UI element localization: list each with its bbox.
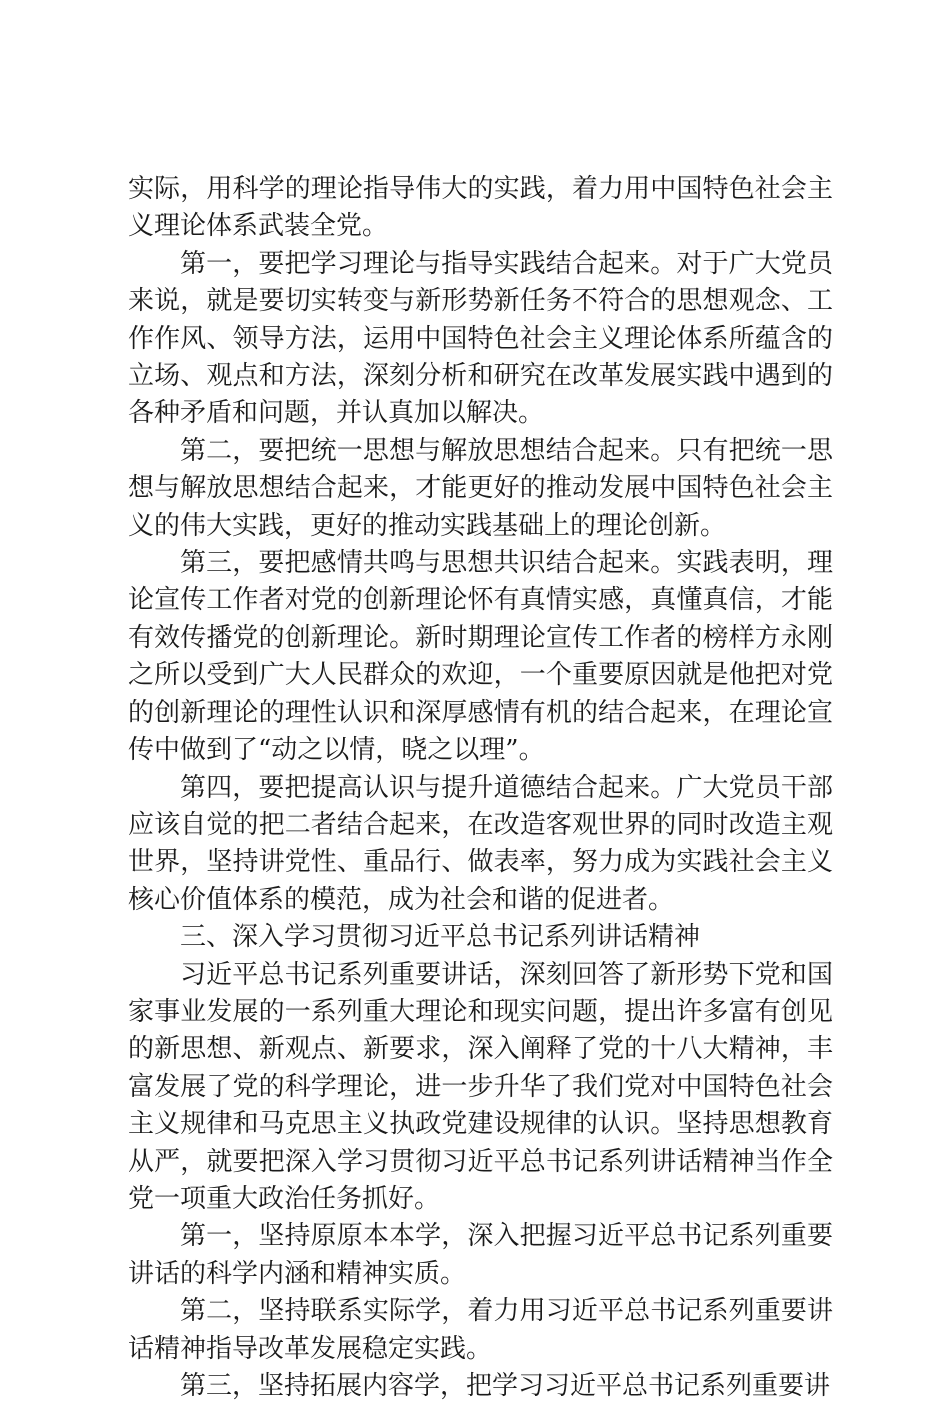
paragraph-third-point: 第三，要把感情共鸣与思想共识结合起来。实践表明，理论宣传工作者对党的创新理论怀有真情实感，真懂真信，才能有效传播党的创新理论。新时期理论宣传工作者的榜样方永刚之所以受到广大人民群众的欢迎，一个重要原因就是他把对党的创新理论的理性认识和深厚感情有机的结合起来，在理论宣传中做到了“动之以情，晓之以理”。 bbox=[128, 548, 833, 766]
paragraph-study-second: 第二，坚持联系实际学，着力用习近平总书记系列重要讲话精神指导改革发展稳定实践。 bbox=[128, 1296, 833, 1364]
paragraph-second-point: 第二，要把统一思想与解放思想结合起来。只有把统一思想与解放思想结合起来，才能更好的推动发展中国特色社会主义的伟大实践，更好的推动实践基础上的理论创新。 bbox=[128, 435, 833, 541]
paragraph-continuation: 实际，用科学的理论指导伟大的实践，着力用中国特色社会主义理论体系武装全党。 bbox=[128, 174, 833, 242]
paragraph-first-point: 第一，要把学习理论与指导实践结合起来。对于广大党员来说，就是要切实转变与新形势新任务不符合的思想观念、工作作风、领导方法，运用中国特色社会主义理论体系所蕴含的立场、观点和方法，深刻分析和研究在改革发展实践中遇到的各种矛盾和问题，并认真加以解决。 bbox=[128, 248, 833, 429]
paragraph-section-intro: 习近平总书记系列重要讲话，深刻回答了新形势下党和国家事业发展的一系列重大理论和现实问题，提出许多富有创见的新思想、新观点、新要求，深入阐释了党的十八大精神，丰富发展了党的科学理论，进一步升华了我们党对中国特色社会主义规律和马克思主义执政党建设规律的认识。坚持思想教育从严，就要把深入学习贯彻习近平总书记系列讲话精神当作全党一项重大政治任务抓好。 bbox=[128, 959, 833, 1214]
paragraph-study-first: 第一，坚持原原本本学，深入把握习近平总书记系列重要讲话的科学内涵和精神实质。 bbox=[128, 1221, 833, 1289]
paragraph-fourth-point: 第四，要把提高认识与提升道德结合起来。广大党员干部应该自觉的把二者结合起来，在改造客观世界的同时改造主观世界，坚持讲党性、重品行、做表率，努力成为实践社会主义核心价值体系的模范，成为社会和谐的促进者。 bbox=[128, 772, 833, 915]
section-heading: 三、深入学习贯彻习近平总书记系列讲话精神 bbox=[180, 922, 701, 953]
paragraph-study-third: 第三，坚持拓展内容学，把学习习近平总书记系列重要讲 bbox=[180, 1371, 831, 1401]
document-body bbox=[128, 171, 833, 1405]
